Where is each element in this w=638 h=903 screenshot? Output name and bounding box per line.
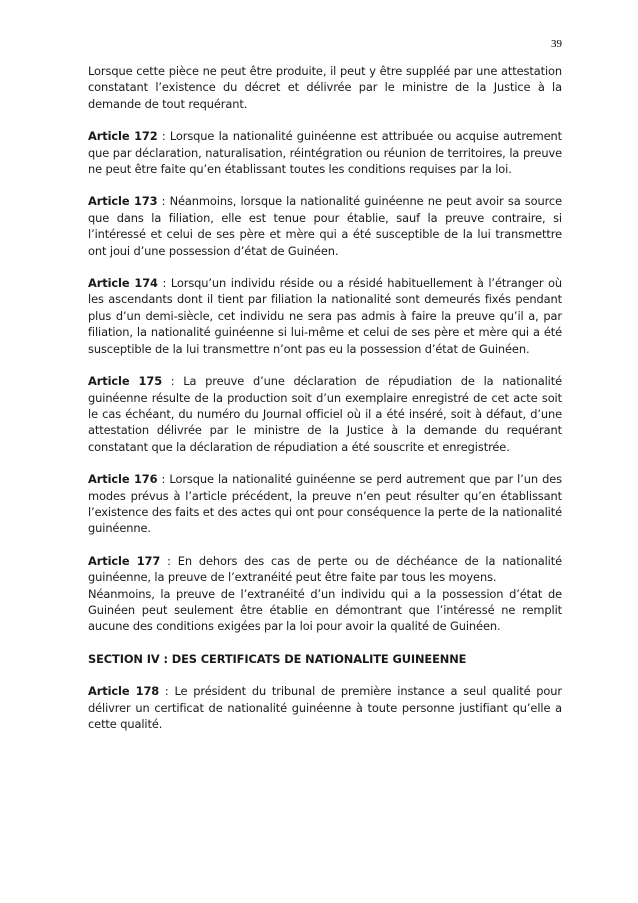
article-label: Article 173 <box>88 194 158 209</box>
article-172 <box>88 128 562 177</box>
document-body <box>88 63 562 748</box>
paragraph-intro <box>88 63 562 112</box>
article-173 <box>88 193 562 259</box>
article-text: : Néanmoins, lorsque la nationalité guinéenne ne peut avoir sa source que dans la filiation, elle est tenue pour établie, sauf la preuve contraire, si l’intéressé et celui de ses père et mère qui a été susceptible de la lui transmettre ont joui d’une possession d’état de Guinéen. <box>88 194 562 258</box>
article-label: Article 172 <box>88 129 158 144</box>
article-176 <box>88 471 562 537</box>
article-text: : En dehors des cas de perte ou de déchéance de la nationalité guinéenne, la preuve de l’extranéité peut être faite par tous les moyens. <box>88 553 562 585</box>
article-label: Article 175 <box>88 374 163 389</box>
article-text: : La preuve d’une déclaration de répudiation de la nationalité guinéenne résulte de la production soit d’un exemplaire enregistré de cet acte soit le cas échéant, du numéro du Journal officiel où il a été inséré, soit à défaut, d’une attestation délivrée par le ministre de la Justice à la demande du requérant constatant que la déclaration de répudiation a été souscrite et enregistrée. <box>88 374 562 454</box>
article-label: Article 174 <box>88 276 158 291</box>
article-175 <box>88 373 562 455</box>
article-178 <box>88 683 562 732</box>
article-text: : Lorsqu’un individu réside ou a résidé habituellement à l’étranger où les ascendants dont il tient par filiation la nationalité sont demeurés fixés pendant plus d’un demi-siècle, cet individu ne sera pas admis à faire la preuve qu’il a, par filiation, la nationalité guinéenne si lui-même et celui de ses père et mère qui a été susceptible de la lui transmettre n’ont pas eu la possession d’état de Guinéen. <box>88 276 563 356</box>
article-177-continuation <box>88 586 562 635</box>
page-number: 39 <box>551 38 562 50</box>
paragraph-text: Lorsque cette pièce ne peut être produite, il peut y être suppléé par une attestation constatant l’existence du décret et délivrée par le ministre de la Justice à la demande de tout requérant. <box>88 64 562 111</box>
paragraph-text: Néanmoins, la preuve de l’extranéité d’un individu qui a la possession d’état de Guinéen peut seulement être établie en démontrant que l’intéressé ne remplit aucune des conditions exigées par la loi pour avoir la qualité de Guinéen. <box>88 586 562 634</box>
article-text: : Le président du tribunal de première instance a seul qualité pour délivrer un certificat de nationalité guinéenne à toute personne justifiant qu’elle a cette qualité. <box>88 684 562 731</box>
article-label: Article 176 <box>88 472 158 487</box>
article-text: : Lorsque la nationalité guinéenne se perd autrement que par l’un des modes prévus à l’article précédent, la preuve n’en peut résulter qu’en établissant l’existence des faits et des actes qui ont pour conséquence la perte de la nationalité guinéenne. <box>88 472 562 536</box>
article-label: Article 178 <box>88 684 160 699</box>
article-174 <box>88 275 562 357</box>
article-label: Article 177 <box>88 553 161 568</box>
article-text: : Lorsque la nationalité guinéenne est attribuée ou acquise autrement que par déclaration, naturalisation, réintégration ou réunion de territoires, la preuve ne peut être faite qu’en établissant toutes les conditions requises par la loi. <box>88 129 563 177</box>
section-heading: SECTION IV : DES CERTIFICATS DE NATIONALITE GUINEENNE <box>88 651 467 666</box>
article-177 <box>88 553 562 586</box>
